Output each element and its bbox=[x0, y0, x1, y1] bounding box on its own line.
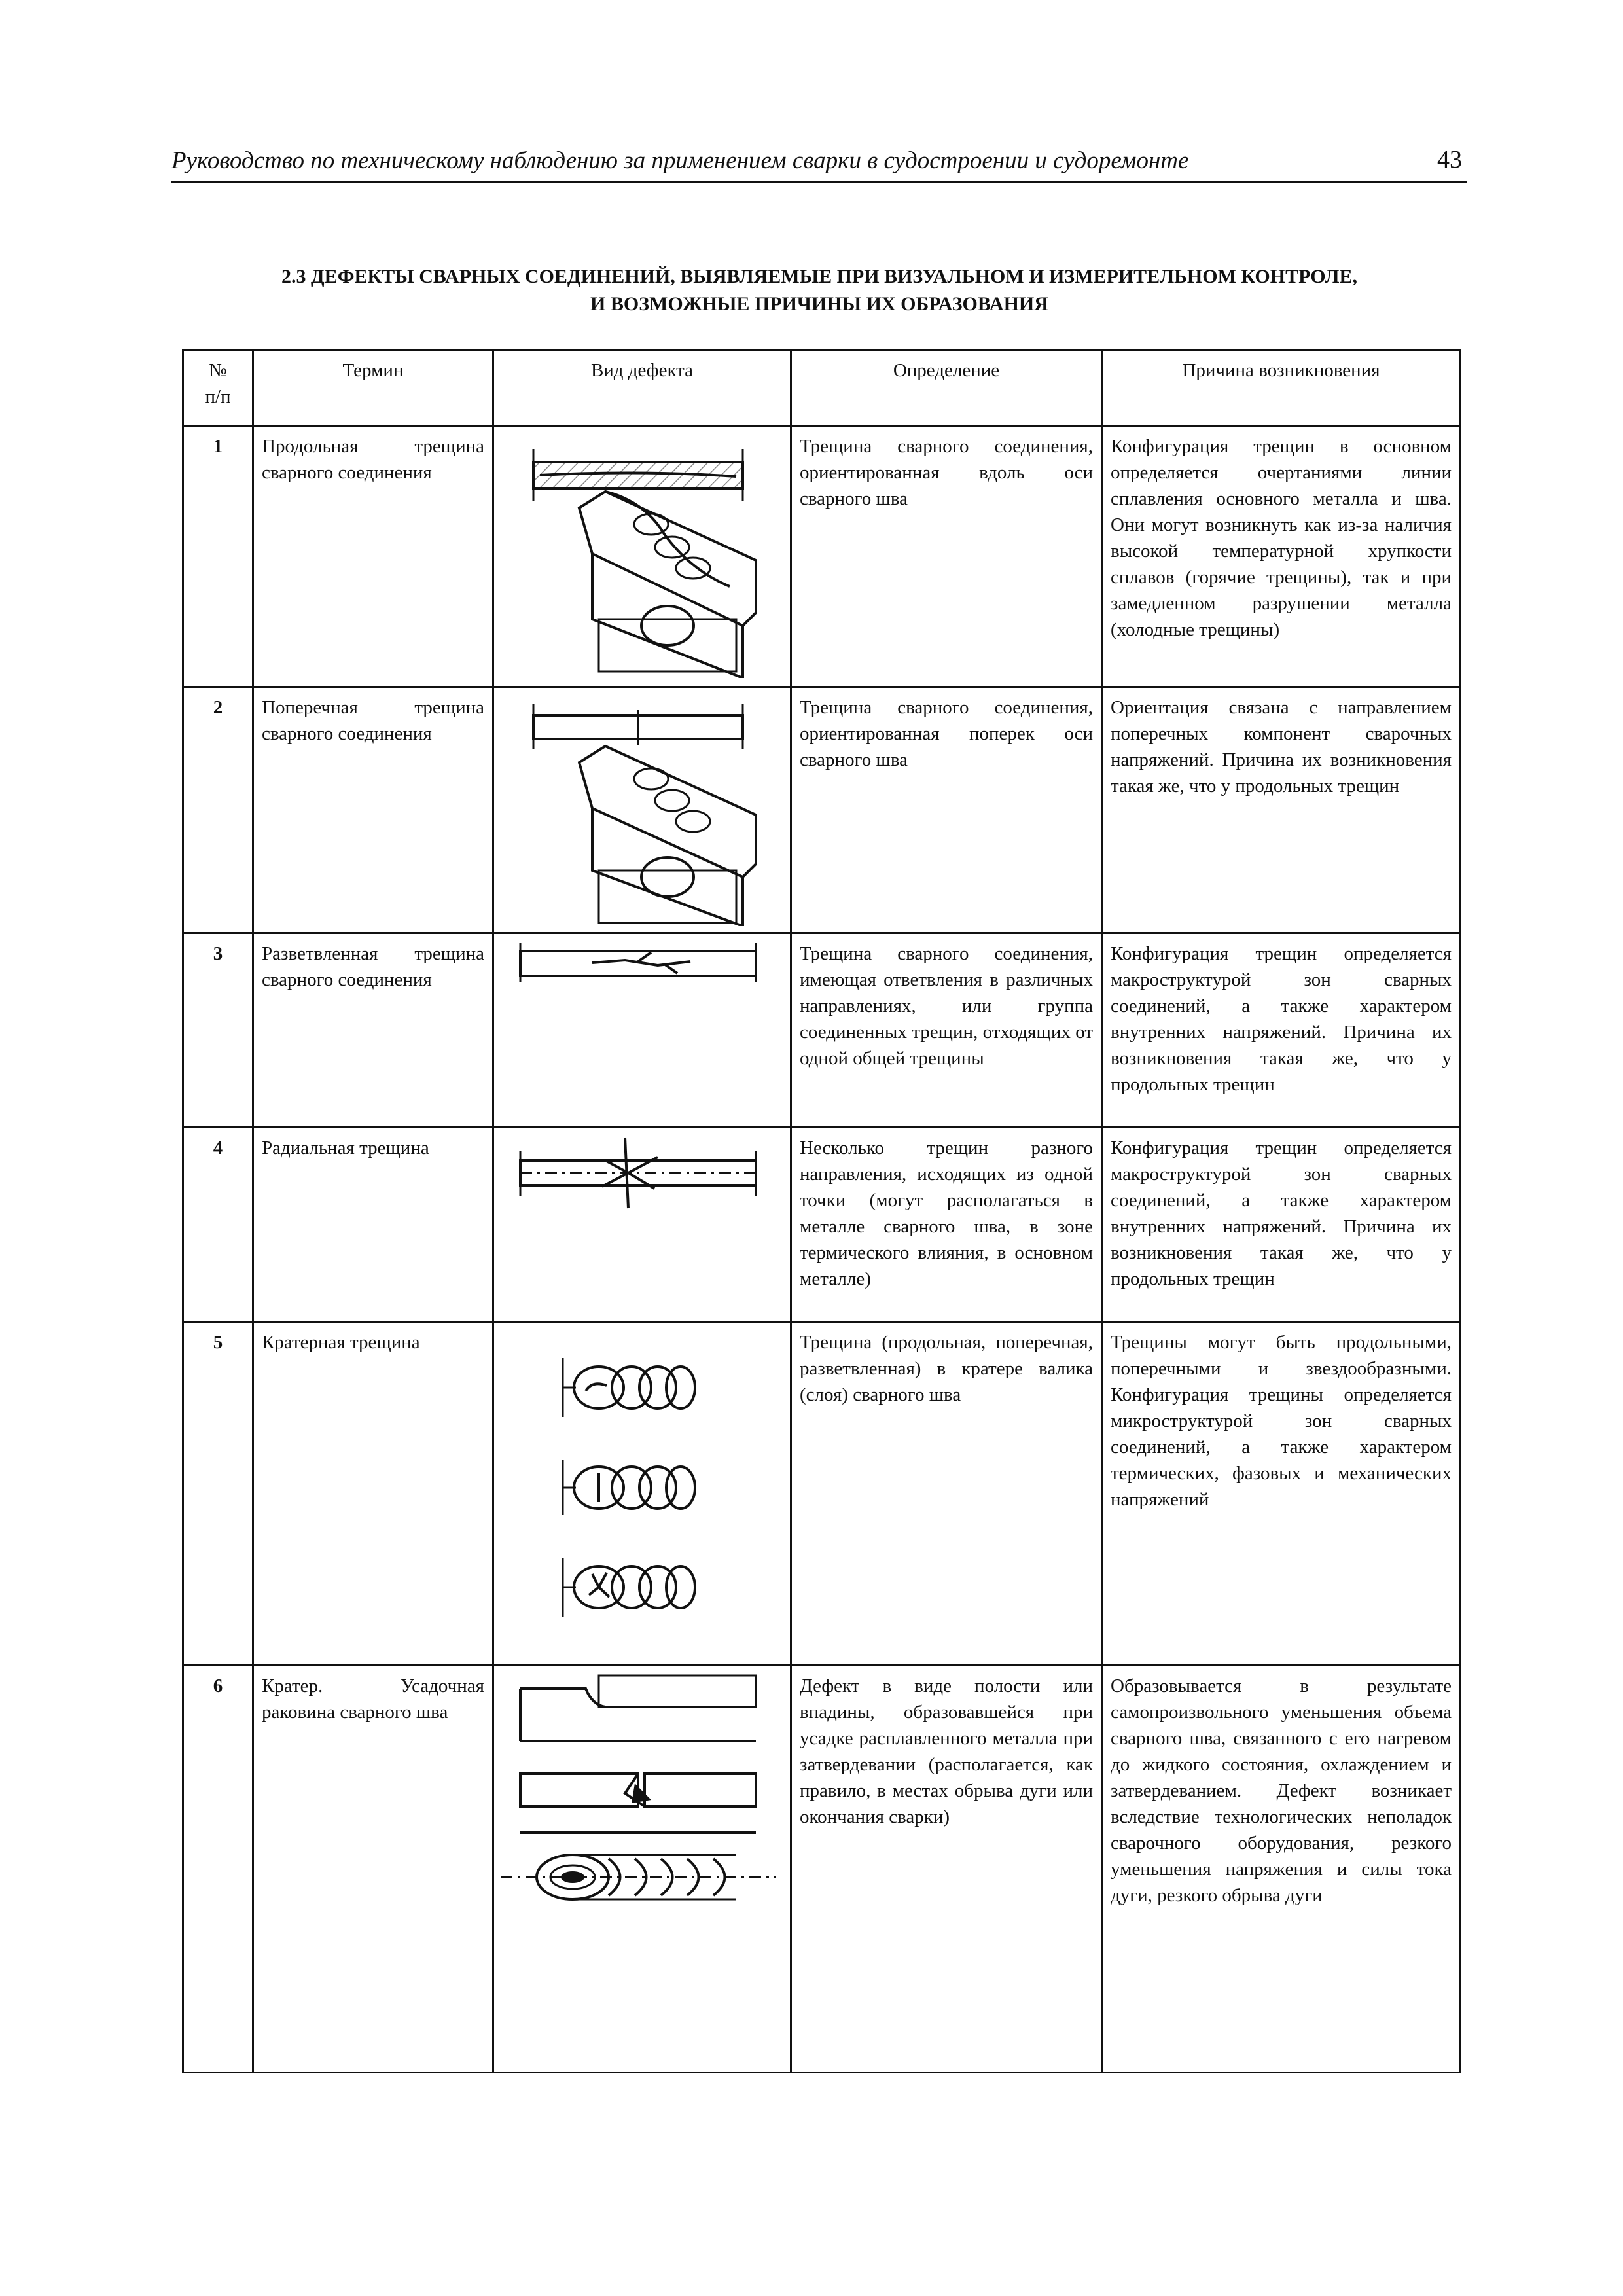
defect-cause: Образовывается в результате самопроизвольного уменьшения объема сварного шва, связанного с его нагревом до жидкого состояния, охлаждением и затвердеванием. Дефект возникает вследствие технологических неполадок сварочного оборудования, резкого уменьшения напряжения и силы тока дуги, резкого обрыва дуги bbox=[1102, 1666, 1461, 2073]
defects-table bbox=[182, 349, 1461, 2073]
defect-cause: Конфигурация трещин определяется макроструктурой зон сварных соединений, а также характером внутренних напряжений. Причина их возникновения такая же, что у продольных трещин bbox=[1102, 1128, 1461, 1322]
page-header bbox=[171, 141, 1467, 183]
radial-crack-icon bbox=[494, 1131, 792, 1223]
defect-cause: Ориентация связана с направлением поперечных компонент сварочных напряжений. Причина их возникновения такая же, что у продольных трещин bbox=[1102, 687, 1461, 933]
defect-term: Кратерная трещина bbox=[253, 1322, 493, 1666]
table-row bbox=[183, 426, 1461, 687]
defect-figure bbox=[493, 933, 791, 1128]
header-num-line-1: № bbox=[209, 360, 227, 381]
row-number: 2 bbox=[183, 687, 253, 933]
header-num bbox=[183, 350, 253, 426]
defect-definition: Трещина (продольная, поперечная, разветвленная) в кратере валика (слоя) сварного шва bbox=[791, 1322, 1102, 1666]
table-header-row bbox=[183, 350, 1461, 426]
defect-definition: Несколько трещин разного направления, исходящих из одной точки (могут располагаться в металле сварного шва, в зоне термического влияния, в основном металле) bbox=[791, 1128, 1102, 1322]
defect-term: Разветвленная трещина сварного соединения bbox=[253, 933, 493, 1128]
defect-figure bbox=[493, 1128, 791, 1322]
shrinkage-crater-icon bbox=[494, 1669, 792, 1944]
header-definition: Определение bbox=[791, 350, 1102, 426]
header-view: Вид дефекта bbox=[493, 350, 791, 426]
defect-definition: Дефект в виде полости или впадины, образовавшейся при усадке расплавленного металла при затвердевании (располагается, как правило, в местах обрыва дуги или окончания сварки) bbox=[791, 1666, 1102, 2073]
row-number: 1 bbox=[183, 426, 253, 687]
row-number: 6 bbox=[183, 1666, 253, 2073]
defect-definition: Трещина сварного соединения, ориентированная вдоль оси сварного шва bbox=[791, 426, 1102, 687]
section-title-line-2: И ВОЗМОЖНЫЕ ПРИЧИНЫ ИХ ОБРАЗОВАНИЯ bbox=[590, 293, 1048, 315]
defect-figure bbox=[493, 687, 791, 933]
defect-cause: Конфигурация трещин определяется макроструктурой зон сварных соединений, а также характером внутренних напряжений. Причина их возникновения такая же, что у продольных трещин bbox=[1102, 933, 1461, 1128]
table-row bbox=[183, 1322, 1461, 1666]
defect-term: Продольная трещина сварного соединения bbox=[253, 426, 493, 687]
table-row bbox=[183, 933, 1461, 1128]
defect-cause: Конфигурация трещин в основном определяется очертаниями линии сплавления основного металла и шва. Они могут возникнуть как из-за наличия высокой температурной хрупкости сплавов (горячие трещины), так и при замедленном разрушении металла (холодные трещины) bbox=[1102, 426, 1461, 687]
header-term: Термин bbox=[253, 350, 493, 426]
crater-crack-icon bbox=[494, 1325, 792, 1640]
section-title-line-1: 2.3 ДЕФЕКТЫ СВАРНЫХ СОЕДИНЕНИЙ, ВЫЯВЛЯЕМЫЕ ПРИ ВИЗУАЛЬНОМ И ИЗМЕРИТЕЛЬНОМ КОНТРОЛЕ, bbox=[281, 266, 1357, 287]
defect-cause: Трещины могут быть продольными, поперечными и звездообразными. Конфигурация трещины определяется микроструктурой зон сварных соединений, а также характером термических, фазовых и механических напряжений bbox=[1102, 1322, 1461, 1666]
transverse-crack-icon bbox=[494, 691, 792, 926]
defect-definition: Трещина сварного соединения, ориентированная поперек оси сварного шва bbox=[791, 687, 1102, 933]
section-title bbox=[171, 263, 1467, 318]
defect-figure bbox=[493, 1322, 791, 1666]
row-number: 4 bbox=[183, 1128, 253, 1322]
page-number: 43 bbox=[1437, 146, 1462, 173]
defect-figure bbox=[493, 1666, 791, 2073]
branched-crack-icon bbox=[494, 937, 792, 989]
defect-term: Поперечная трещина сварного соединения bbox=[253, 687, 493, 933]
defect-figure bbox=[493, 426, 791, 687]
table-row bbox=[183, 1128, 1461, 1322]
header-num-line-2: п/п bbox=[205, 386, 231, 407]
table-row bbox=[183, 1666, 1461, 2073]
defect-term: Радиальная трещина bbox=[253, 1128, 493, 1322]
defect-definition: Трещина сварного соединения, имеющая ответвления в различных направлениях, или группа соединенных трещин, отходящих от одной общей трещины bbox=[791, 933, 1102, 1128]
table-row bbox=[183, 687, 1461, 933]
defect-term: Кратер. Усадочная раковина сварного шва bbox=[253, 1666, 493, 2073]
row-number: 5 bbox=[183, 1322, 253, 1666]
longitudinal-crack-icon bbox=[494, 429, 792, 678]
running-title: Руководство по техническому наблюдению за применением сварки в судостроении и судоремонте bbox=[171, 147, 1189, 174]
row-number: 3 bbox=[183, 933, 253, 1128]
header-cause: Причина возникновения bbox=[1102, 350, 1461, 426]
